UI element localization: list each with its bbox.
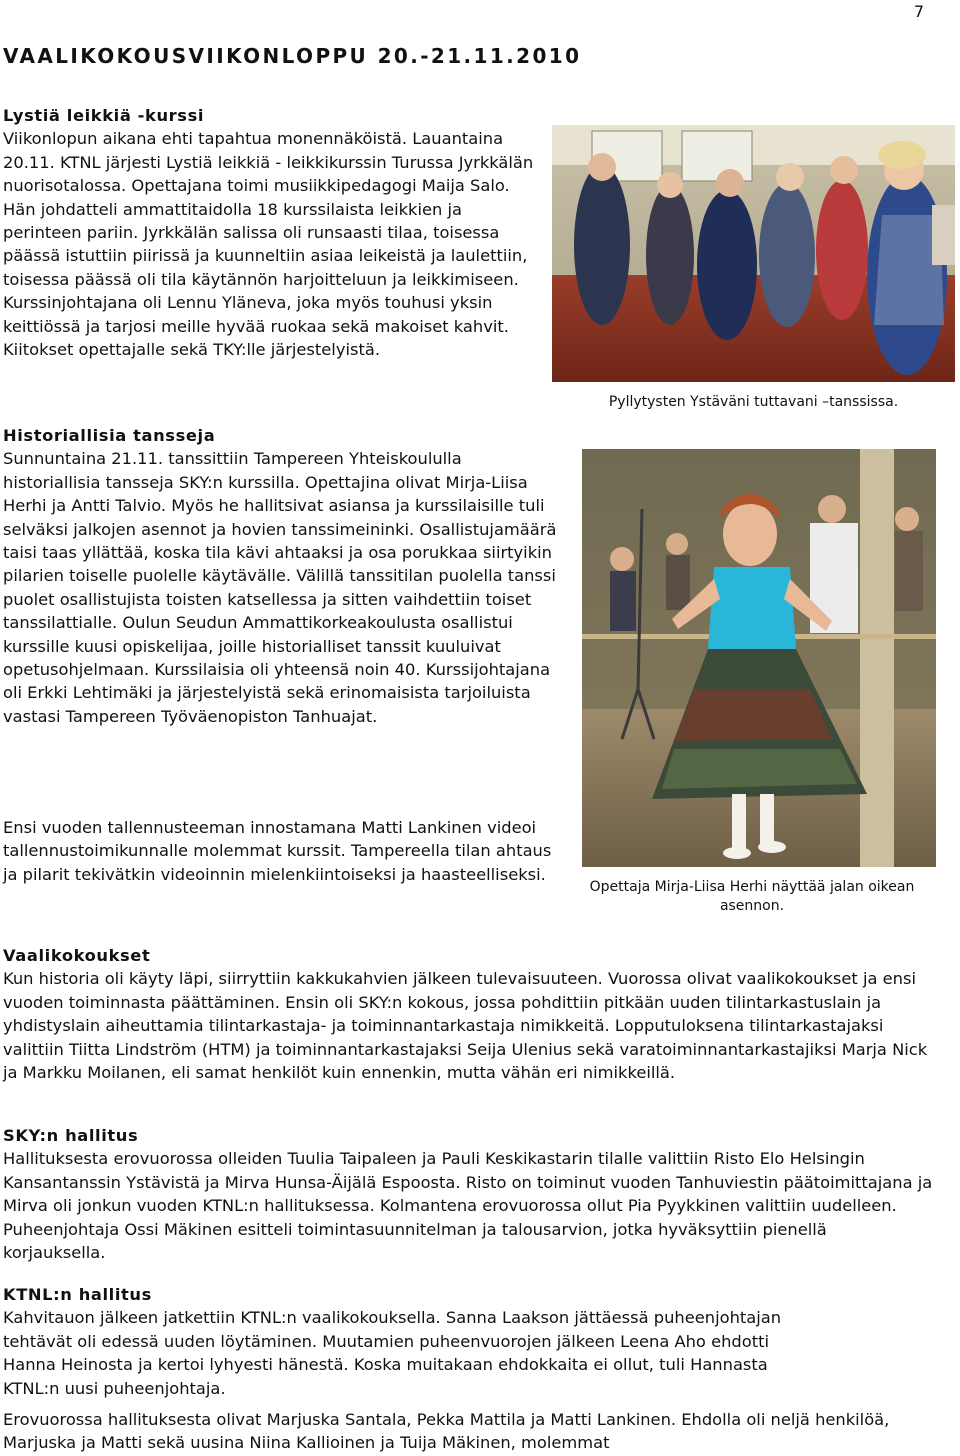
section-heading: Historiallisia tansseja (3, 426, 216, 445)
paragraph-text: Erovuorossa hallituksesta olivat Marjuska Santala, Pekka Mattila ja Matti Lankinen. Ehdolla oli neljä henkilöä, Marjuska ja Matti sekä uusina Niina Kallioinen ja Tuija Mäkinen, molemmat (3, 1410, 890, 1453)
teacher-dance-photo-image (582, 449, 936, 867)
photo-caption: Opettaja Mirja-Liisa Herhi näyttää jalan oikean asennon. (589, 879, 915, 914)
section-body: Viikonlopun aikana ehti tapahtua monennäköistä. Lauantaina 20.11. KTNL järjesti Lystiä leikkiä - leikkikurssin Turussa Jyrkkälän nuorisotalossa. Opettajana toimi musiikkipedagogi Maija Salo. Hän johdatteli ammattitaidolla 18 kurssilaista leikkien ja perinteen pariin. Jyrkkälän salissa oli runsaasti tilaa, toisessa päässä istuttiin piirissä ja kuunneltiin asiaa leikeistä ja laulettiin, toisessa päässä oli tila käytännön harjoitteluun ja leikkimiseen. Kurssinjohtajana oli Lennu Yläneva, joka myös touhusi yksin keittiössä ja tarjosi meille hyvää ruokaa sekä makoiset kahvit. Kiitokset opettajalle sekä TKY:lle järjestelyistä. (3, 129, 534, 360)
section-lystia-leikkia (3, 104, 563, 361)
section-body: Hallituksesta erovuorossa olleiden Tuulia Taipaleen ja Pauli Keskikastarin tilalle valittiin Risto Elo Helsingin Kansantanssin Ystävistä ja Mirva Hunsa-Äijälä Espoosta. Risto on toiminut vuoden Tanhuviestin päätoimittajana ja Mirva oli jonkun vuoden KTNL:n hallituksessa. Kolmantena erovuorossa ollut Pia Pyykkinen valittiin uudelleen. Puheenjohtaja Ossi Mäkinen esitteli toimintasuunnitelman ja talousarvion, jotka hyväksyttiin pienellä korjauksella. (3, 1149, 933, 1263)
paragraph-text: Ensi vuoden tallennusteeman innostamana Matti Lankinen videoi tallennustoimikunnalle molemmat kurssit. Tampereella tilan ahtaus ja pilarit tekivätkin videoinnin mielenkiintoiseksi ja haasteelliseksi. (3, 818, 552, 884)
section-historiallisia-tansseja (3, 424, 563, 728)
section-body: Kun historia oli käyty läpi, siirryttiin kakkukahvien jälkeen tulevaisuuteen. Vuorossa olivat vaalikokoukset ja ensi vuoden toiminnasta päättäminen. Ensin oli SKY:n kokous, jossa pohdittiin pitkään uuden tilintarkastuslain ja yhdistyslain aiheuttamia tilintarkastaja- ja toiminnantarkastaja nimikkeitä. Lopputuloksena tilintarkastajaksi valittiin Tiitta Lindström (HTM) ja toiminnantarkastajaksi Seija Ulenius sekä varatoiminnantarkastajiksi Marja Nick ja Markku Moilanen, eli samat henkilöt kuin ennenkin, mutta vähän eri nimikkeillä. (3, 969, 928, 1083)
section-sky-hallitus (3, 1124, 933, 1264)
page-title: VAALIKOKOUSVIIKONLOPPU 20.-21.11.2010 (3, 44, 582, 68)
section-heading: SKY:n hallitus (3, 1126, 139, 1145)
section-heading: Lystiä leikkiä -kurssi (3, 106, 205, 125)
section-body: Kahvitauon jälkeen jatkettiin KTNL:n vaalikokouksella. Sanna Laakson jättäessä puheenjohtajan tehtävät oli edessä uuden löytäminen. Muutamien puheenvuorojen jälkeen Leena Aho ehdotti Hanna Heinosta ja kertoi lyhyesti hänestä. Koska muitakaan ehdokkaita ei ollut, tuli Hannasta KTNL:n uusi puheenjohtaja. (3, 1308, 782, 1398)
paragraph-tallennus (3, 816, 563, 886)
teacher-dance-photo (582, 449, 936, 867)
dance-circle-photo-image (552, 125, 955, 382)
section-heading: KTNL:n hallitus (3, 1285, 152, 1304)
section-heading: Vaalikokoukset (3, 946, 151, 965)
paragraph-erovuorossa (3, 1408, 933, 1455)
section-body: Sunnuntaina 21.11. tanssittiin Tampereen Yhteiskoululla historiallisia tansseja SKY:n kurssilla. Opettajina olivat Mirja-Liisa Herhi ja Antti Talvio. Myös he hallitsivat asiansa ja kurssilaisille tuli selväksi jalkojen asennot ja hovien tanssimeininki. Osallistujamäärä taisi taas yllättää, koska tila kävi ahtaaksi ja osa porukkaa siirtyikin pilarien toiselle puolelle käytävälle. Välillä tanssitilan puolella tanssi puolet osallistujista toisten katsellessa ja sitten vaihdettiin toiset tanssilattialle. Oulun Seudun Ammattikorkeakoulusta osallistui kurssille kuusi opiskelijaa, joille historialliset tanssit kuuluivat opetusohjelmaan. Kurssilaisia oli yhteensä noin 40. Kurssijohtajana oli Erkki Lehtimäki ja järjestelyistä sekä erinomaisista tarjoiluista vastasi Tampereen Työväenopiston Tanhuajat. (3, 449, 557, 726)
photo-caption: Pyllytysten Ystäväni tuttavani –tanssissa. (608, 394, 899, 410)
section-vaalikokoukset (3, 944, 933, 1084)
page-number: 7 (913, 2, 924, 21)
section-ktnl-hallitus (3, 1283, 933, 1400)
dance-circle-photo (552, 125, 955, 382)
